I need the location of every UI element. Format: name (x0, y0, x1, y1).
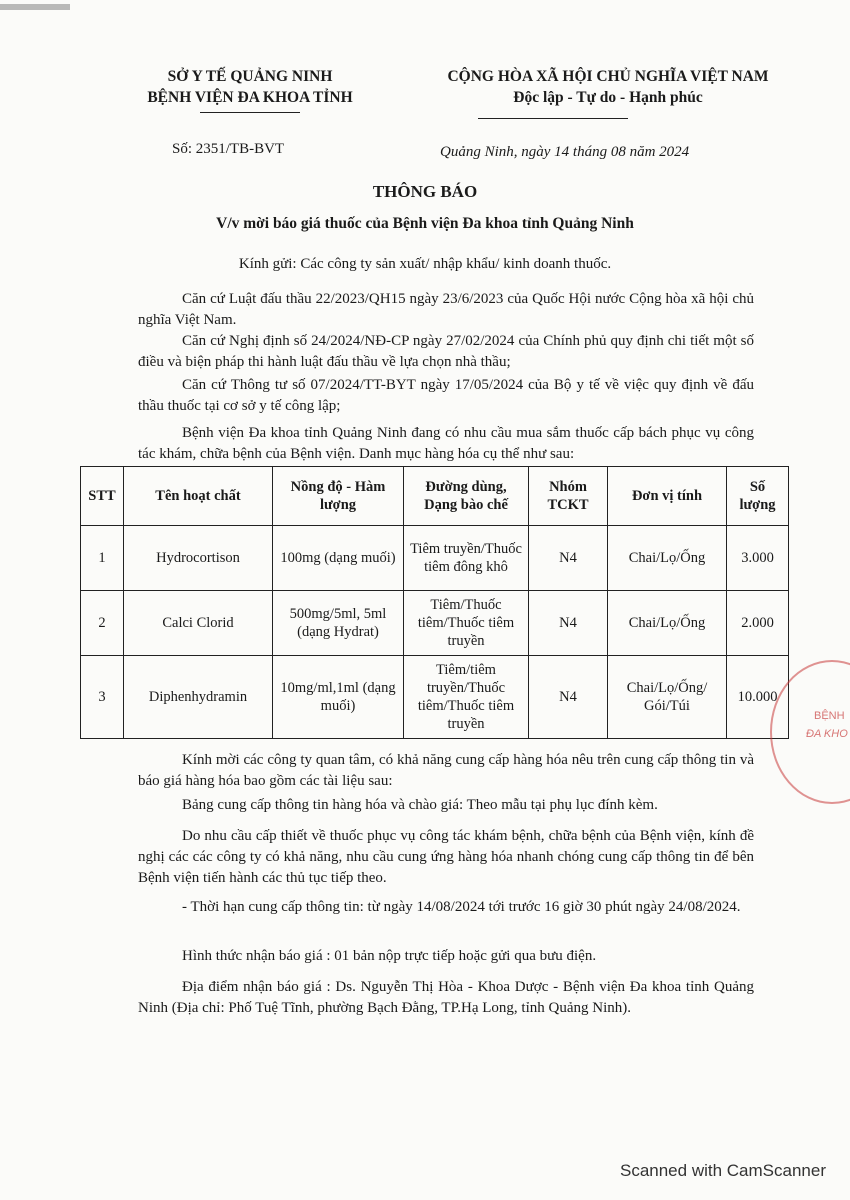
table-row (81, 591, 789, 656)
nation-line2: Độc lập - Tự do - Hạnh phúc (513, 89, 703, 106)
paragraph-invitation: Kính mời các công ty quan tâm, có khả năng cung cấp hàng hóa nêu trên cung cấp thông tin và báo giá hàng hóa bao gồm các tài liệu sau: (138, 752, 754, 789)
cell-name: Hydrocortison (124, 526, 273, 591)
scanner-watermark: Scanned with CamScanner (619, 1161, 826, 1180)
cell-stt: 2 (81, 591, 124, 656)
scan-smudge (0, 4, 70, 10)
paragraph-legal-basis-1: Căn cứ Luật đấu thầu 22/2023/QH15 ngày 23/6/2023 của Quốc Hội nước Cộng hòa xã hội chủ nghĩa Việt Nam. (138, 291, 754, 328)
cell-qty: 3.000 (727, 526, 789, 591)
paragraph-urgency: Do nhu cầu cấp thiết về thuốc phục vụ công tác khám bệnh, chữa bệnh của Bệnh viện, kính đề nghị các các công ty có khả năng, nhu cầu cung ứng hàng hóa nhanh chóng cung cấp thông tin để bên Bệnh viện tiến hành các thủ tục tiếp theo. (138, 828, 754, 886)
document-number: Số: 2351/TB-BVT (172, 141, 285, 157)
cell-strength: 100mg (dạng muối) (273, 526, 404, 591)
cell-group: N4 (529, 526, 608, 591)
header-qty: Số lượng (727, 467, 789, 526)
cell-route: Tiêm/tiêm truyền/Thuốc tiêm/Thuốc tiêm truyền (404, 656, 529, 739)
cell-route: Tiêm truyền/Thuốc tiêm đông khô (404, 526, 529, 591)
paragraph-need: Bệnh viện Đa khoa tỉnh Quảng Ninh đang có nhu cầu mua sắm thuốc cấp bách phục vụ công tác khám, chữa bệnh của Bệnh viện. Danh mục hàng hóa cụ thể như sau: (138, 425, 754, 462)
national-motto (398, 66, 818, 108)
table-header-row (81, 467, 789, 526)
header-group: Nhóm TCKT (529, 467, 608, 526)
org-underline (200, 112, 300, 113)
header-name: Tên hoạt chất (124, 467, 273, 526)
motto-underline (478, 118, 628, 119)
header-strength: Nồng độ - Hàm lượng (273, 467, 404, 526)
cell-group: N4 (529, 656, 608, 739)
cell-name: Calci Clorid (124, 591, 273, 656)
paragraph-deadline: - Thời hạn cung cấp thông tin: từ ngày 14/08/2024 tới trước 16 giờ 30 phút ngày 24/08/2024. (182, 899, 741, 915)
cell-qty: 10.000 (727, 656, 789, 739)
header-unit: Đơn vị tính (608, 467, 727, 526)
drug-list-table (80, 466, 789, 739)
cell-name: Diphenhydramin (124, 656, 273, 739)
table-row (81, 526, 789, 591)
cell-qty: 2.000 (727, 591, 789, 656)
paragraph-form: Bảng cung cấp thông tin hàng hóa và chào giá: Theo mẫu tại phụ lục đính kèm. (182, 797, 658, 813)
greeting: Kính gửi: Các công ty sản xuất/ nhập khẩu/ kinh doanh thuốc. (238, 256, 612, 272)
paragraph-submission-address: Địa điểm nhận báo giá : Ds. Nguyễn Thị Hòa - Khoa Dược - Bệnh viện Đa khoa tỉnh Quảng Ninh (Địa chỉ: Phố Tuệ Tĩnh, phường Bạch Đằng, TP.Hạ Long, tỉnh Quảng Ninh). (138, 979, 754, 1016)
cell-strength: 500mg/5ml, 5ml (dạng Hydrat) (273, 591, 404, 656)
paragraph-legal-basis-3: Căn cứ Thông tư số 07/2024/TT-BYT ngày 17/05/2024 của Bộ y tế về việc quy định về đấu thầu thuốc tại cơ sở y tế công lập; (138, 377, 754, 414)
header-stt: STT (81, 467, 124, 526)
cell-stt: 1 (81, 526, 124, 591)
cell-unit: Chai/Lọ/Ống/ Gói/Túi (608, 656, 727, 739)
org-line1: SỞ Y TẾ QUẢNG NINH (167, 68, 333, 85)
paragraph-legal-basis-2: Căn cứ Nghị định số 24/2024/NĐ-CP ngày 27/02/2024 của Chính phủ quy định chi tiết một số điều và biện pháp thi hành luật đấu thầu về lựa chọn nhà thầu; (138, 333, 754, 370)
seal-text-2: ĐA KHO (806, 728, 848, 740)
cell-unit: Chai/Lọ/Ống (608, 526, 727, 591)
org-line2: BỆNH VIỆN ĐA KHOA TỈNH (147, 89, 353, 106)
cell-stt: 3 (81, 656, 124, 739)
header-route: Đường dùng, Dạng bào chế (404, 467, 529, 526)
cell-unit: Chai/Lọ/Ống (608, 591, 727, 656)
document-date: Quảng Ninh, ngày 14 tháng 08 năm 2024 (440, 144, 690, 160)
document-subtitle: V/v mời báo giá thuốc của Bệnh viện Đa khoa tỉnh Quảng Ninh (216, 215, 634, 232)
nation-line1: CỘNG HÒA XÃ HỘI CHỦ NGHĨA VIỆT NAM (447, 68, 769, 85)
cell-group: N4 (529, 591, 608, 656)
document-title: THÔNG BÁO (372, 182, 478, 201)
issuing-organization (100, 66, 400, 108)
seal-text-1: BỆNH (814, 710, 845, 722)
cell-strength: 10mg/ml,1ml (dạng muối) (273, 656, 404, 739)
cell-route: Tiêm/Thuốc tiêm/Thuốc tiêm truyền (404, 591, 529, 656)
paragraph-submission-method: Hình thức nhận báo giá : 01 bản nộp trực tiếp hoặc gửi qua bưu điện. (182, 948, 597, 964)
table-row (81, 656, 789, 739)
